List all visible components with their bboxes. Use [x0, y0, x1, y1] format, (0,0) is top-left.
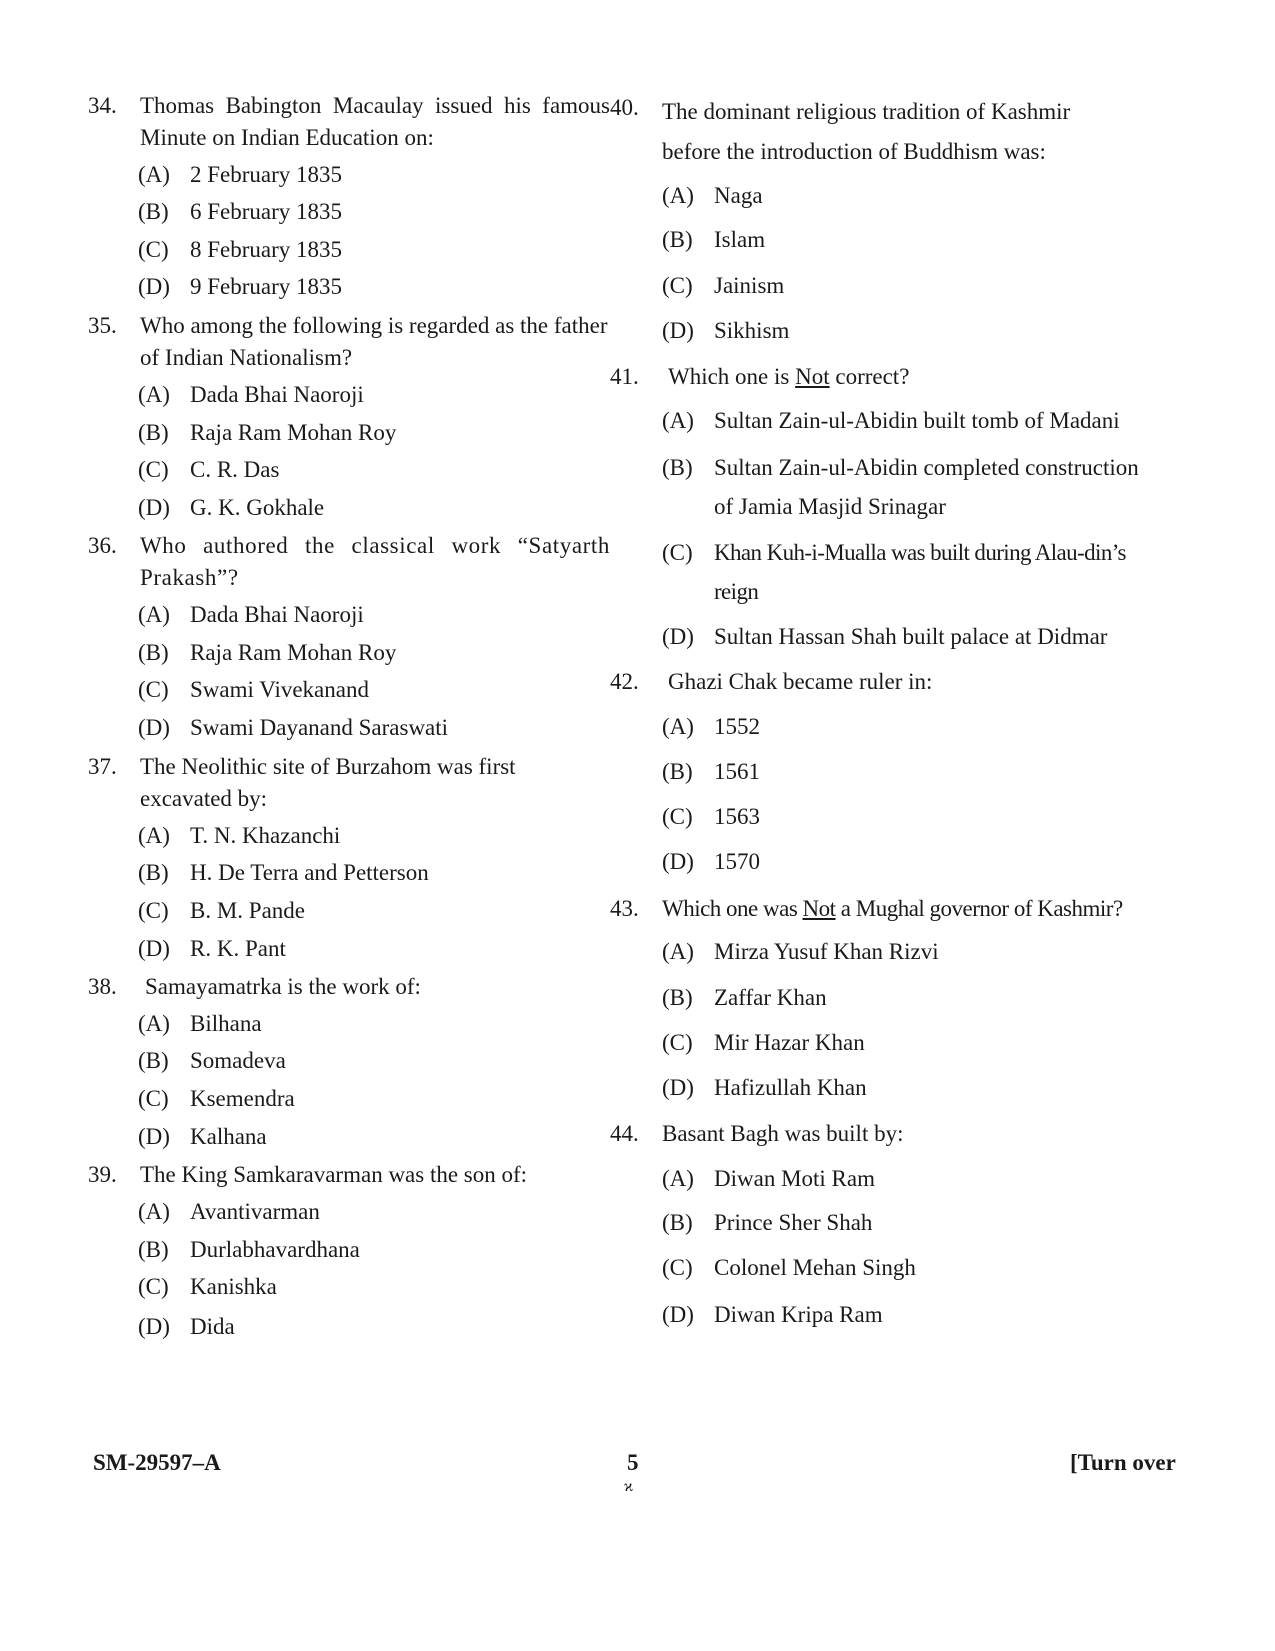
- option-label: (C): [662, 804, 693, 829]
- option-text: 1561: [714, 759, 760, 784]
- option-label: (A): [662, 1166, 694, 1191]
- question-text: Basant Bagh was built by:: [662, 1121, 904, 1146]
- option-label: (A): [138, 1011, 170, 1036]
- option-text: T. N. Khazanchi: [190, 823, 341, 848]
- option-label: (D): [662, 1075, 694, 1100]
- option-text: R. K. Pant: [190, 936, 286, 961]
- question-text: Ghazi Chak became ruler in:: [668, 669, 933, 694]
- question-number: 38.: [88, 974, 117, 999]
- option-text: Zaffar Khan: [714, 985, 827, 1010]
- option-text: 9 February 1835: [190, 274, 343, 299]
- page-number: 5: [627, 1450, 639, 1475]
- option-label: (A): [662, 939, 694, 964]
- option-label: (C): [138, 457, 169, 482]
- option-label: (D): [662, 849, 694, 874]
- option-text: Sultan Hassan Shah built palace at Didmar: [714, 624, 1108, 649]
- option-text: Dida: [190, 1314, 235, 1339]
- option-label: (C): [662, 1255, 693, 1280]
- option-label: (C): [662, 540, 693, 565]
- option-text: Ksemendra: [190, 1086, 295, 1111]
- option-text: Bilhana: [190, 1011, 262, 1036]
- option-label: (A): [662, 183, 694, 208]
- option-label: (B): [662, 759, 693, 784]
- option-text: Kalhana: [190, 1124, 267, 1149]
- question-number: 35.: [88, 313, 117, 338]
- option-text: 1570: [714, 849, 760, 874]
- option-text: C. R. Das: [190, 457, 280, 482]
- option-label: (A): [662, 408, 694, 433]
- question-text: Which one is Not correct?: [668, 364, 910, 389]
- option-text: Raja Ram Mohan Roy: [190, 420, 397, 445]
- option-label: (A): [138, 823, 170, 848]
- question-number: 36.: [88, 533, 117, 558]
- option-text: Sultan Zain-ul-Abidin built tomb of Madani: [714, 408, 1120, 433]
- option-label: (B): [138, 420, 169, 445]
- option-label: (D): [138, 936, 170, 961]
- option-label: (B): [138, 1237, 169, 1262]
- question-number: 41.: [610, 364, 639, 389]
- option-label: (B): [138, 1048, 169, 1073]
- question-text: The King Samkaravarman was the son of:: [140, 1162, 528, 1187]
- option-text: Somadeva: [190, 1048, 286, 1073]
- option-label: (D): [138, 715, 170, 740]
- option-text: H. De Terra and Petterson: [190, 860, 429, 885]
- question-number: 43.: [610, 896, 639, 921]
- option-label: (D): [662, 1302, 694, 1327]
- option-label: (C): [138, 237, 169, 262]
- option-text: 1552: [714, 714, 760, 739]
- option-label: (C): [138, 1274, 169, 1299]
- turn-over-label: [Turn over: [1070, 1450, 1176, 1475]
- option-label: (D): [138, 495, 170, 520]
- question-text: Samayamatrka is the work of:: [145, 974, 421, 999]
- option-text: Sikhism: [714, 318, 790, 343]
- option-text: 6 February 1835: [190, 199, 343, 224]
- option-text: 2 February 1835: [190, 162, 343, 187]
- question-text: Who authored the classical work “Satyarth Prakash”?: [140, 533, 610, 590]
- option-text: Dada Bhai Naoroji: [190, 382, 364, 407]
- option-text: Khan Kuh-i-Mualla was built during Alau-din’s reign: [714, 540, 1126, 604]
- option-text: Mirza Yusuf Khan Rizvi: [714, 939, 939, 964]
- option-label: (C): [138, 1086, 169, 1111]
- option-label: (B): [662, 455, 693, 480]
- question-number: 37.: [88, 754, 117, 779]
- option-label: (A): [138, 602, 170, 627]
- option-text: B. M. Pande: [190, 898, 305, 923]
- option-label: (D): [138, 274, 170, 299]
- question-number: 40.: [610, 95, 639, 120]
- option-label: (C): [662, 1030, 693, 1055]
- option-label: (B): [138, 860, 169, 885]
- option-label: (D): [138, 1314, 170, 1339]
- option-label: (C): [138, 898, 169, 923]
- option-text: Diwan Kripa Ram: [714, 1302, 883, 1327]
- question-text: Which one was Not a Mughal governor of Kashmir?: [662, 896, 1123, 921]
- question-text: The dominant religious tradition of Kashmir before the introduction of Buddhism was:: [662, 99, 1071, 164]
- option-label: (B): [662, 985, 693, 1010]
- option-label: (A): [138, 162, 170, 187]
- booklet-code: SM-29597–A: [93, 1450, 221, 1475]
- option-text: Diwan Moti Ram: [714, 1166, 875, 1191]
- option-text: Jainism: [714, 273, 785, 298]
- option-text: 8 February 1835: [190, 237, 343, 262]
- option-label: (D): [662, 624, 694, 649]
- question-number: 44.: [610, 1121, 639, 1146]
- option-text: Sultan Zain-ul-Abidin completed construction of Jamia Masjid Srinagar: [714, 455, 1139, 519]
- option-text: 1563: [714, 804, 760, 829]
- option-text: Prince Sher Shah: [714, 1210, 873, 1235]
- question-text: The Neolithic site of Burzahom was first excavated by:: [140, 754, 516, 811]
- option-label: (A): [138, 1199, 170, 1224]
- option-text: Dada Bhai Naoroji: [190, 602, 364, 627]
- option-text: Mir Hazar Khan: [714, 1030, 865, 1055]
- option-label: (A): [138, 382, 170, 407]
- option-text: Islam: [714, 227, 766, 252]
- option-label: (A): [662, 714, 694, 739]
- option-label: (B): [138, 640, 169, 665]
- option-text: Avantivarman: [190, 1199, 320, 1224]
- option-text: Colonel Mehan Singh: [714, 1255, 916, 1280]
- option-text: G. K. Gokhale: [190, 495, 325, 520]
- option-text: Swami Vivekanand: [190, 677, 369, 702]
- option-label: (B): [138, 199, 169, 224]
- option-label: (C): [138, 677, 169, 702]
- option-text: Raja Ram Mohan Roy: [190, 640, 397, 665]
- footer-mark-icon: ϰ: [624, 1478, 633, 1495]
- option-text: Durlabhavardhana: [190, 1237, 360, 1262]
- option-label: (D): [138, 1124, 170, 1149]
- option-text: Kanishka: [190, 1274, 277, 1299]
- question-number: 42.: [610, 669, 639, 694]
- not-emphasis: Not: [795, 364, 830, 389]
- question-number: 34.: [88, 93, 117, 118]
- option-label: (B): [662, 227, 693, 252]
- option-text: Hafizullah Khan: [714, 1075, 867, 1100]
- question-text: Who among the following is regarded as the father of Indian Nationalism?: [140, 313, 608, 370]
- option-text: Swami Dayanand Saraswati: [190, 715, 449, 740]
- question-number: 39.: [88, 1162, 117, 1187]
- option-label: (B): [662, 1210, 693, 1235]
- option-label: (C): [662, 273, 693, 298]
- option-label: (D): [662, 318, 694, 343]
- not-emphasis: Not: [802, 896, 836, 921]
- question-text: Thomas Babington Macaulay issued his famous Minute on Indian Education on:: [140, 93, 610, 150]
- option-text: Naga: [714, 183, 763, 208]
